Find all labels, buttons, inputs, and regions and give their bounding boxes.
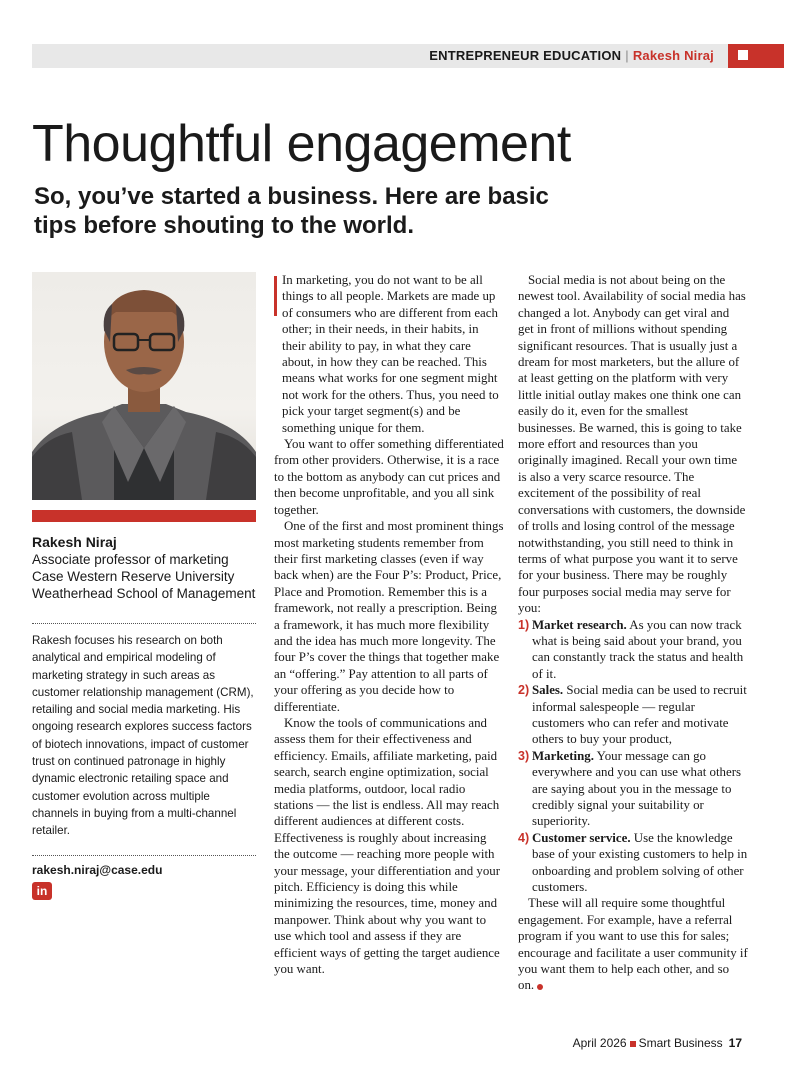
body-paragraph: Know the tools of communications and assess them for their effectiveness and efficiency. Emails, affiliate marketing, paid search, search engine optimization, social media platforms, outdoor, local radio stations — the list is endless. All may reach different audiences at different costs. Effectiveness is roughly about increasing the outcome — reaching more people with your message, your differentiation and your pitch. Efficiency is doing this while minimizing the resources, time, money and manpower. Think about why you want to use which tool and assess if they are efficient ways of getting the target audience you want. <box>274 715 501 977</box>
list-item <box>518 830 748 896</box>
list-item <box>518 617 748 683</box>
body-paragraph: Social media is not about being on the newest tool. Availability of social media has changed a lot. Anybody can get viral and get in front of millions without spending significant resources. That is usually just a dream for most marketers, but the allure of at least getting on the platform with very little initial outlay makes one think one can easily do it, even for the smallest businesses. Be warned, this is going to take more effort and resources than you originally imagined. Recall your own time is also a very scarce resource. The excitement of the possibility of real conversations with customers, the downside of trolls and losing control of the message notwithstanding, you still need to think in terms of what purpose you want it to serve for your business. There may be roughly four purposes social media may serve for you: <box>518 273 746 616</box>
drop-accent-bar <box>274 276 277 316</box>
bio-name: Rakesh Niraj <box>32 534 117 550</box>
list-item <box>518 682 748 748</box>
body-paragraph: One of the first and most prominent things most marketing students remember from their first marketing classes (even if way back when) are the Four P’s: Product, Price, Place and Promotion. Remember this is a framework, not really a prescription. Being a framework, it has much more flexibility and the idea has much more longevity. The four P’s cover the things that together make an “offering.” Pay attention to all parts of your offering as you decide how to differentiate. <box>274 519 504 714</box>
footer-publication: Smart Business <box>638 1036 723 1050</box>
headline: Thoughtful engagement <box>32 115 571 173</box>
list-item-lead: Market research. <box>532 617 627 632</box>
list-item-text: Use the knowledge base of your existing customers to help in onboarding and problem solving of other customers. <box>532 830 748 895</box>
list-number: 4) <box>518 830 530 845</box>
list-item-text: As you can now track what is being said about your brand, you can constantly track the status and health of it. <box>532 617 744 681</box>
header-accent-block <box>728 44 784 68</box>
header-author: Rakesh Niraj <box>632 48 714 63</box>
page-number: 17 <box>728 1036 742 1050</box>
header-section: ENTREPRENEUR EDUCATION <box>429 48 622 63</box>
bio-divider-top <box>32 623 256 624</box>
header-text <box>429 48 714 63</box>
photo-accent-bar <box>32 510 256 522</box>
body-paragraph: You want to offer something differentiated from other providers. Otherwise, it is a race to the bottom as anybody can cut prices and then become unprofitable, and you all sink together. <box>274 437 504 517</box>
list-number: 3) <box>518 748 530 763</box>
list-number: 1) <box>518 617 530 632</box>
section-header <box>32 44 784 68</box>
footer-square-icon <box>630 1041 636 1047</box>
list-number: 2) <box>518 683 530 698</box>
list-item <box>518 748 748 830</box>
body-column-1 <box>274 272 504 977</box>
closing-text: These will all require some thoughtful engagement. For example, have a referral program if you want to use this for sales; encourage and facilitate a user community if you want them to help each other, and so on. <box>518 896 748 993</box>
list-item-text: Your message can go everywhere and you can use what others are saying about you in the message to credibly signal your suitability or superiority. <box>532 748 742 829</box>
list-item-lead: Marketing. <box>532 748 594 763</box>
body-paragraph: In marketing, you do not want to be all things to all people. Markets are made up of consumers who are different from each other; in their needs, in their habits, in their ability to pay, in what they care about, in how they can be reached. This means what works for one segment might not work for the others. Thus, you need to pick your target segment(s) and be something unique for them. <box>282 273 499 435</box>
deck: So, you’ve started a business. Here are basic tips before shouting to the world. <box>34 183 549 239</box>
body-column-2 <box>518 272 748 994</box>
author-photo <box>32 272 256 500</box>
square-icon <box>738 50 748 60</box>
page-footer <box>573 1036 742 1050</box>
body-paragraph-final <box>518 895 748 993</box>
list-item-lead: Customer service. <box>532 830 631 845</box>
list-item-text: Social media can be used to recruit informal salespeople — regular customers who can refer and motivate others to buy your product, <box>532 683 747 747</box>
header-separator: | <box>625 48 629 63</box>
bio-divider-bottom <box>32 855 256 856</box>
bio-email-link[interactable]: rakesh.niraj@case.edu <box>32 863 163 877</box>
bio-text: Rakesh focuses his research on both analytical and empirical modeling of marketing strategy in such areas as customer relationship management (CRM), retailing and social media marketing. His ongoing research explores success factors of biotech innovations, impact of customer trust on continued patronage in highly dynamic electronic retailing space and customer evolution across multiple channels in buying from a multi-channel retailer. <box>32 634 254 838</box>
footer-date: April 2026 <box>572 1036 627 1050</box>
linkedin-icon[interactable]: in <box>32 882 52 900</box>
list-item-lead: Sales. <box>532 683 564 698</box>
end-mark-icon <box>537 984 543 990</box>
bio-title: Associate professor of marketing Case Western Reserve University Weatherhead School of Management <box>32 552 256 601</box>
author-portrait-illustration <box>32 272 256 500</box>
